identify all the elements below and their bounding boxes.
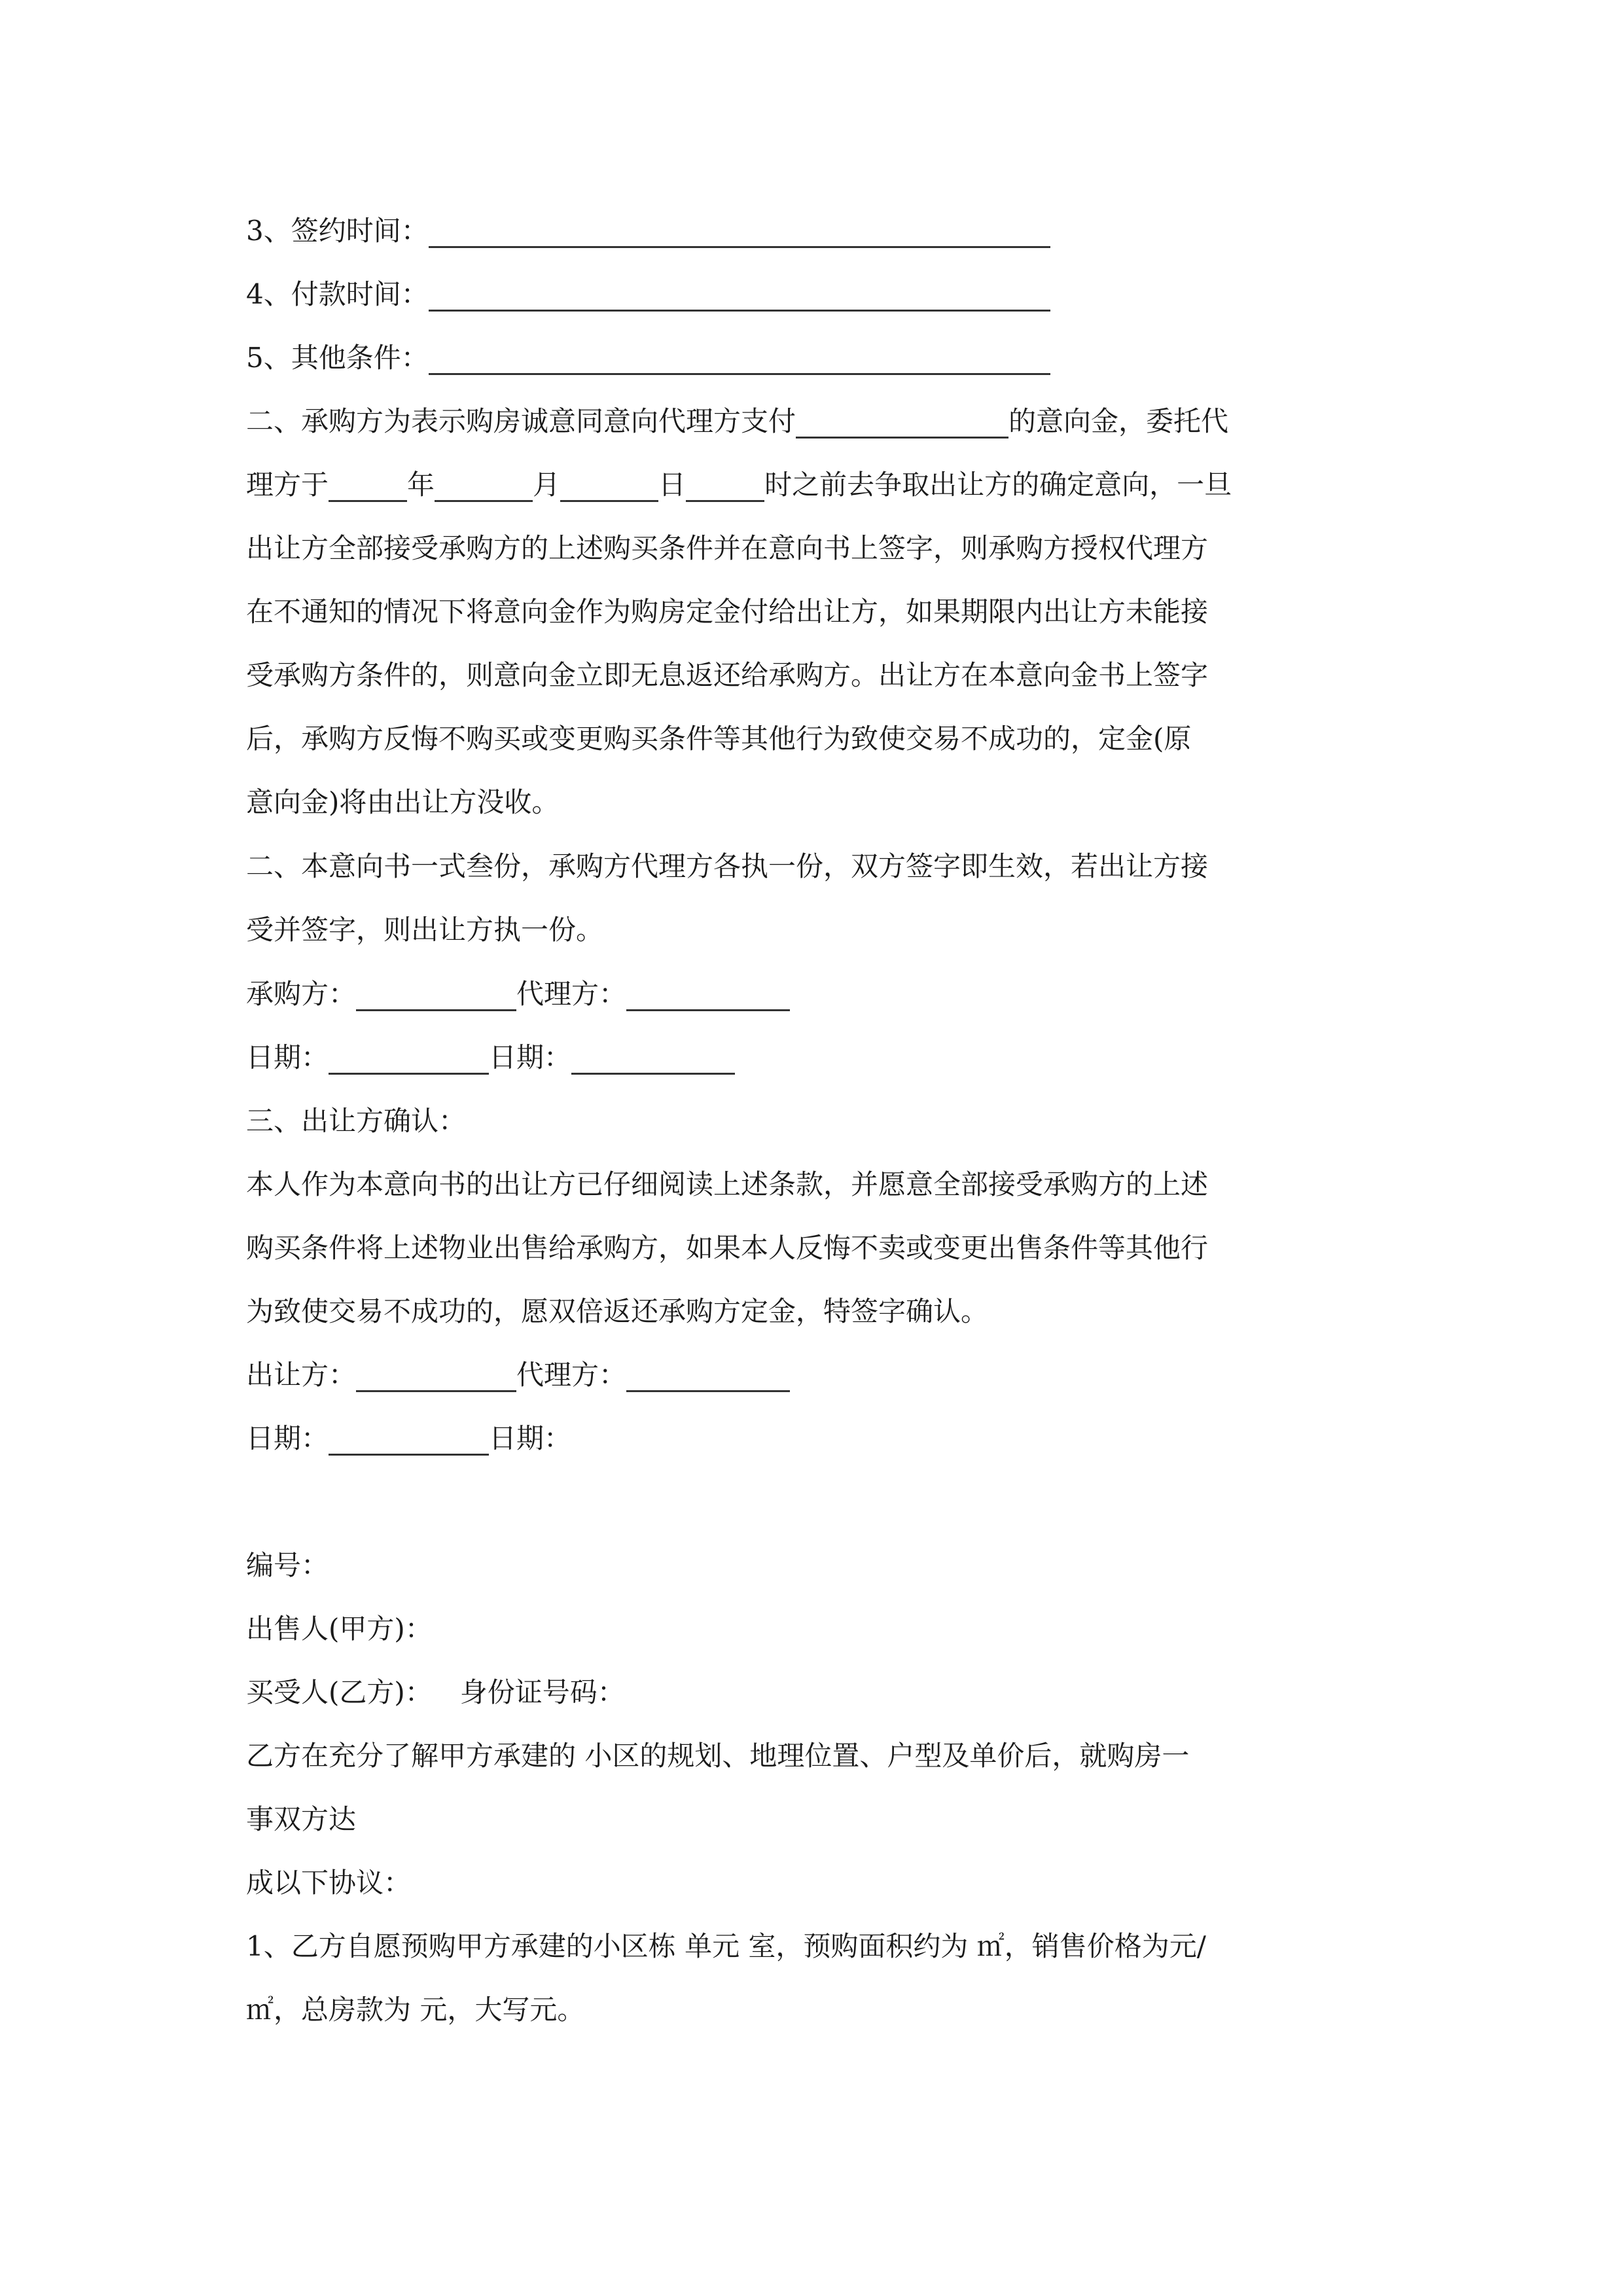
purchase-contract [246,1534,1378,2041]
seller-signature-block [246,1343,790,1470]
day-label: 日 [658,469,687,501]
date-label: 日期： [246,1041,329,1073]
section-two-text: 时之前去争取出让方的确定意向，一旦 [764,469,1232,501]
contract-id-label: 身份证号码： [459,1676,625,1708]
section-three-line-1: 本人作为本意向书的出让方已仔细阅读上述条款，并愿意全部接受承购方的上述 [246,1168,1209,1200]
section-two-deposit [246,389,1378,834]
date-label: 日期： [246,1422,329,1454]
seller-date-line [246,1407,790,1470]
contract-intro-1: 乙方在充分了解甲方承建的 小区的规划、地理位置、户型及单价后，就购房一 [246,1740,1190,1772]
other-terms-label: 5、其他条件： [246,342,429,374]
payment-time-blank[interactable] [429,277,1050,312]
seller-signature-blank[interactable] [356,1357,516,1392]
agent-label: 代理方： [516,978,627,1010]
other-terms-blank[interactable] [429,340,1050,375]
section-two-copies [246,834,1378,961]
section-two-text: 的意向金，委托代 [1008,405,1229,437]
payment-time-line [246,262,1050,326]
buyer-agent-line [246,962,790,1026]
clause-1-line-1: 1、乙方自愿预购甲方承建的小区栋 单元 室，预购面积约为 ㎡，销售价格为元/ [246,1930,1206,1962]
section-three [246,1089,1378,1343]
agent-date-blank[interactable] [571,1040,735,1075]
section-two-line-1 [246,389,1378,453]
section-two-text: 二、承购方为表示购房诚意同意向代理方支付 [246,405,796,437]
contract-buyer: 买受人(乙方)： [246,1676,433,1708]
signing-time-label: 3、签约时间： [246,215,429,247]
section-two-line-6: 后，承购方反悔不购买或变更购买条件等其他行为致使交易不成功的，定金(原 [246,723,1192,755]
section-two-line-4: 在不通知的情况下将意向金作为购房定金付给出让方，如果期限内出让方未能接 [246,596,1209,628]
section-three-line-3: 为致使交易不成功的，愿双倍返还承购方定金，特签字确认。 [246,1295,989,1327]
section-three-title: 三、出让方确认： [246,1105,467,1137]
signing-time-line [246,199,1050,262]
section-two-line-5: 受承购方条件的，则意向金立即无息返还给承购方。出让方在本意向金书上签字 [246,659,1209,691]
month-label: 月 [533,469,561,501]
signing-time-blank[interactable] [429,213,1050,248]
agent-signature-blank[interactable] [626,1357,790,1392]
buyer-signature-block [246,962,790,1089]
section-two-line-2 [246,453,1378,516]
buyer-date-blank[interactable] [329,1040,489,1075]
month-blank[interactable] [435,467,533,502]
contract-intro-3: 成以下协议： [246,1867,412,1899]
date-label: 日期： [489,1041,572,1073]
buyer-label: 承购方： [246,978,357,1010]
seller-label: 出让方： [246,1359,357,1391]
section-three-line-2: 购买条件将上述物业出售给承购方，如果本人反悔不卖或变更出售条件等其他行 [246,1232,1209,1264]
hour-blank[interactable] [686,467,764,502]
seller-date-blank[interactable] [329,1421,489,1456]
contract-buyer-line [246,1660,1378,1724]
buyer-date-line [246,1026,790,1089]
item-list [246,199,1050,389]
payment-time-label: 4、付款时间： [246,278,429,310]
clause-1-line-2: ㎡，总房款为 元，大写元。 [246,1994,585,2026]
contract-seller: 出售人(甲方)： [246,1613,433,1645]
contract-number: 编号： [246,1549,329,1581]
section-two-text: 理方于 [246,469,329,501]
section-two-line-7: 意向金)将由出让方没收。 [246,786,560,818]
year-blank[interactable] [329,467,407,502]
year-label: 年 [407,469,435,501]
buyer-signature-blank[interactable] [356,977,516,1011]
seller-agent-line [246,1343,790,1407]
copies-line-2: 受并签字，则出让方执一份。 [246,914,604,946]
deposit-amount-blank[interactable] [796,404,1008,439]
copies-line-1: 二、本意向书一式叁份，承购方代理方各执一份，双方签字即生效，若出让方接 [246,850,1209,882]
day-blank[interactable] [560,467,658,502]
agent-signature-blank[interactable] [626,977,790,1011]
agent-label: 代理方： [516,1359,627,1391]
contract-intro-2: 事双方达 [246,1803,357,1835]
other-terms-line [246,326,1050,389]
section-two-line-3: 出让方全部接受承购方的上述购买条件并在意向书上签字，则承购方授权代理方 [246,532,1209,564]
date-label: 日期： [489,1422,572,1454]
